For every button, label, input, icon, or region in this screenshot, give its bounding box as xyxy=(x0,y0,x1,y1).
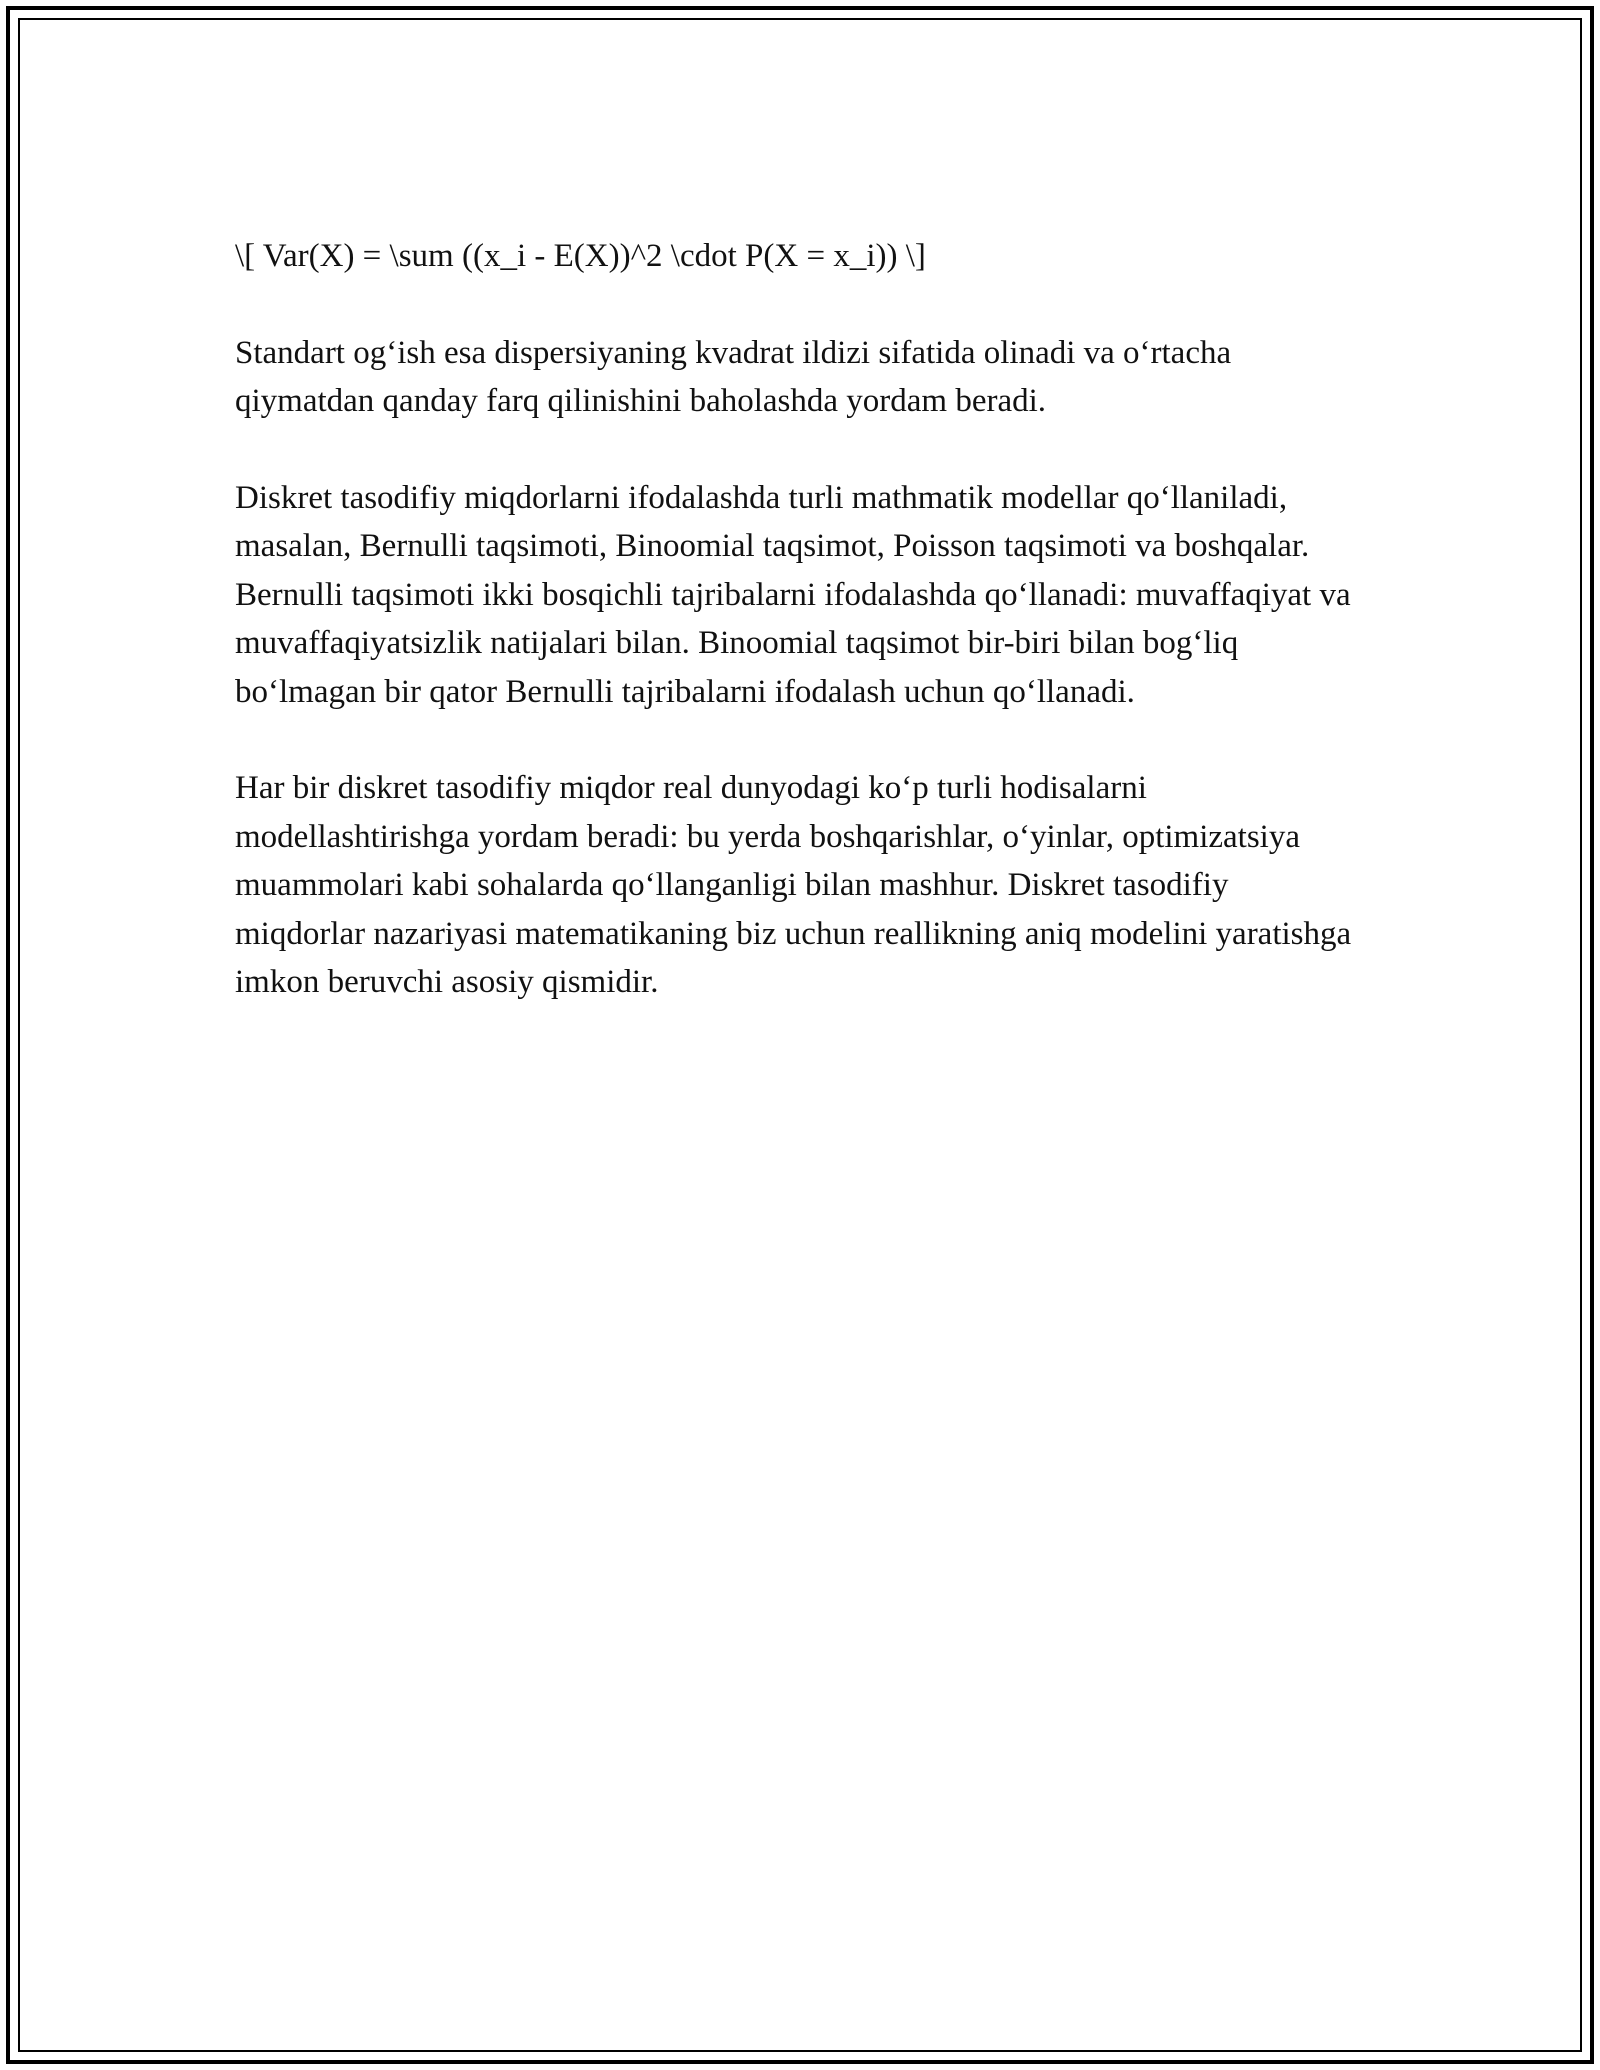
paragraph-distribution-models: Diskret tasodifiy miqdorlarni ifodalashda turli mathmatik modellar qo‘llaniladi, masalan, Bernulli taqsimoti, Binoomial taqsimot, Poisson taqsimoti va boshqalar. Bernulli taqsimoti ikki bosqichli tajribalarni ifodalashda qo‘llanadi: muvaffaqiyat va muvaffaqiyatsizlik natijalari bilan. Binoomial taqsimot bir-biri bilan bog‘liq bo‘lmagan bir qator Bernulli tajribalarni ifodalash uchun qo‘llanadi. xyxy=(235,479,1351,710)
document-body xyxy=(235,232,1365,1055)
paragraph-standard-deviation: Standart og‘ish esa dispersiyaning kvadrat ildizi sifatida olinadi va o‘rtacha qiymatdan qanday farq qilinishini baholashda yordam beradi. xyxy=(235,334,1232,419)
variance-formula: \[ Var(X) = \sum ((x_i - E(X))^2 \cdot P(X = x_i)) \] xyxy=(235,238,926,274)
paragraph-applications: Har bir diskret tasodifiy miqdor real dunyodagi ko‘p turli hodisalarni modellashtirishga yordam beradi: bu yerda boshqarishlar, o‘yinlar, optimizatsiya muammolari kabi sohalarda qo‘llanganligi bilan mashhur. Diskret tasodifiy miqdorlar nazariyasi matematikaning biz uchun reallikning aniq modelini yaratishga imkon beruvchi asosiy qismidir. xyxy=(235,770,1352,1000)
